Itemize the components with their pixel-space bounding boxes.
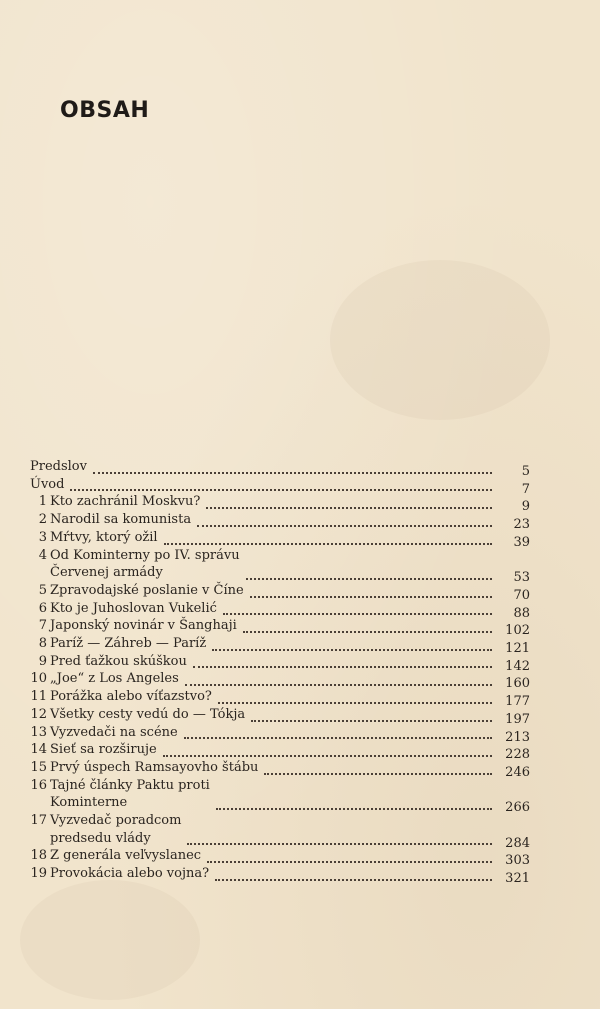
page-number: 53 [513, 570, 530, 586]
dot-leader [93, 472, 492, 474]
chapter-number: 6 [38, 600, 47, 616]
page-number: 88 [513, 605, 530, 621]
toc-entry [30, 759, 530, 780]
dot-leader [206, 507, 492, 509]
chapter-number: 18 [30, 848, 47, 864]
chapter-number: 14 [30, 742, 47, 758]
toc-entry [30, 706, 530, 727]
toc-entry [30, 865, 530, 887]
page-number: 9 [521, 499, 530, 515]
page-number: 228 [505, 747, 530, 763]
dot-leader [216, 808, 492, 810]
toc-entry [30, 847, 530, 869]
chapter-title: Kto je Juhoslovan Vukelić [50, 600, 217, 616]
page-number: 246 [505, 764, 530, 780]
dot-leader [264, 773, 492, 775]
page-number: 23 [513, 517, 530, 533]
paper-stain [20, 880, 200, 1000]
page-number: 5 [521, 464, 530, 479]
chapter-title: Provokácia alebo vojna? [50, 866, 210, 882]
chapter-number: 2 [38, 512, 47, 528]
page-number: 197 [505, 711, 530, 727]
chapter-number: 5 [38, 582, 47, 598]
table-of-contents [30, 458, 530, 887]
dot-leader [243, 631, 492, 633]
dot-leader [250, 596, 492, 598]
page-number: 70 [513, 587, 530, 603]
page-number: 213 [505, 729, 530, 745]
chapter-title: Mŕtvy, ktorý ožil [50, 529, 158, 545]
chapter-number: 17 [30, 813, 47, 829]
dot-leader [246, 578, 492, 580]
dot-leader [163, 755, 492, 757]
toc-entry [30, 812, 530, 851]
toc-entry [30, 617, 530, 639]
chapter-title: Zpravodajské poslanie v Číne [50, 582, 244, 598]
page-number: 266 [505, 800, 530, 816]
chapter-number: 8 [38, 636, 47, 652]
chapter-number: 4 [38, 547, 47, 563]
toc-entry [30, 670, 530, 692]
toc-entry [30, 511, 530, 533]
dot-leader [187, 843, 492, 845]
chapter-title: Vyzvedači na scéne [50, 724, 178, 740]
toc-entry [30, 741, 530, 763]
chapter-title: Vyzvedač poradcom predsedu vlády [50, 813, 182, 846]
dot-leader [197, 525, 492, 527]
chapter-title: Všetky cesty vedú do — Tókja [50, 706, 246, 722]
chapter-number: 1 [38, 494, 47, 510]
chapter-number: 19 [30, 866, 47, 882]
toc-entry [30, 582, 530, 603]
toc-entry [30, 600, 530, 621]
toc-entry [30, 458, 530, 479]
chapter-number: 7 [38, 618, 47, 634]
chapter-title: Úvod [30, 476, 65, 492]
chapter-number: 11 [30, 689, 47, 705]
chapter-title: „Joe“ z Los Angeles [50, 671, 179, 687]
chapter-title: Kto zachránil Moskvu? [50, 494, 201, 510]
dot-leader [215, 879, 492, 881]
toc-entry [30, 493, 530, 515]
chapter-title: Japonský novinár v Šanghaji [50, 618, 237, 634]
toc-entry [30, 724, 530, 745]
dot-leader [251, 720, 492, 722]
toc-entry [30, 529, 530, 550]
toc-entry [30, 476, 530, 497]
page-number: 160 [505, 676, 530, 692]
toc-entry [30, 635, 530, 657]
chapter-number: 9 [38, 653, 47, 669]
toc-entry [30, 777, 530, 816]
page-number: 177 [505, 694, 530, 710]
chapter-number: 12 [30, 706, 47, 722]
chapter-title: Sieť sa rozširuje [50, 742, 157, 758]
chapter-title: Narodil sa komunista [50, 512, 192, 528]
page-number: 7 [521, 481, 530, 497]
page-number: 303 [505, 853, 530, 869]
dot-leader [223, 613, 492, 615]
toc-entry [30, 688, 530, 710]
chapter-number: 13 [30, 724, 47, 740]
chapter-title: Porážka alebo víťazstvo? [50, 689, 212, 705]
dot-leader [70, 489, 492, 491]
toc-entry [30, 547, 530, 586]
dot-leader [218, 702, 492, 704]
chapter-title: Od Kominterny po IV. správu Červenej armády [50, 547, 240, 581]
page-title: OBSAH [60, 98, 150, 123]
page-number: 142 [505, 658, 530, 674]
page-number: 102 [505, 623, 530, 639]
chapter-title: Predslov [30, 459, 87, 474]
page-number: 39 [513, 534, 530, 550]
chapter-title: Pred ťažkou skúškou [50, 653, 187, 669]
chapter-title: Tajné články Paktu proti Kominterne [50, 777, 210, 811]
page-number: 121 [505, 641, 530, 657]
dot-leader [164, 543, 492, 545]
dot-leader [185, 684, 492, 686]
paper-stain [330, 260, 550, 420]
page-number: 284 [505, 835, 530, 851]
chapter-title: Paríž — Záhreb — Paríž [50, 636, 207, 652]
chapter-title: Z generála veľvyslanec [50, 848, 202, 864]
chapter-number: 3 [38, 529, 47, 545]
toc-entry [30, 653, 530, 674]
chapter-title: Prvý úspech Ramsayovho štábu [50, 759, 259, 775]
dot-leader [207, 861, 492, 863]
dot-leader [184, 737, 492, 739]
chapter-number: 10 [30, 671, 47, 687]
dot-leader [193, 666, 492, 668]
chapter-number: 15 [30, 759, 47, 775]
dot-leader [212, 649, 492, 651]
page-number: 321 [505, 871, 530, 887]
chapter-number: 16 [30, 777, 47, 793]
